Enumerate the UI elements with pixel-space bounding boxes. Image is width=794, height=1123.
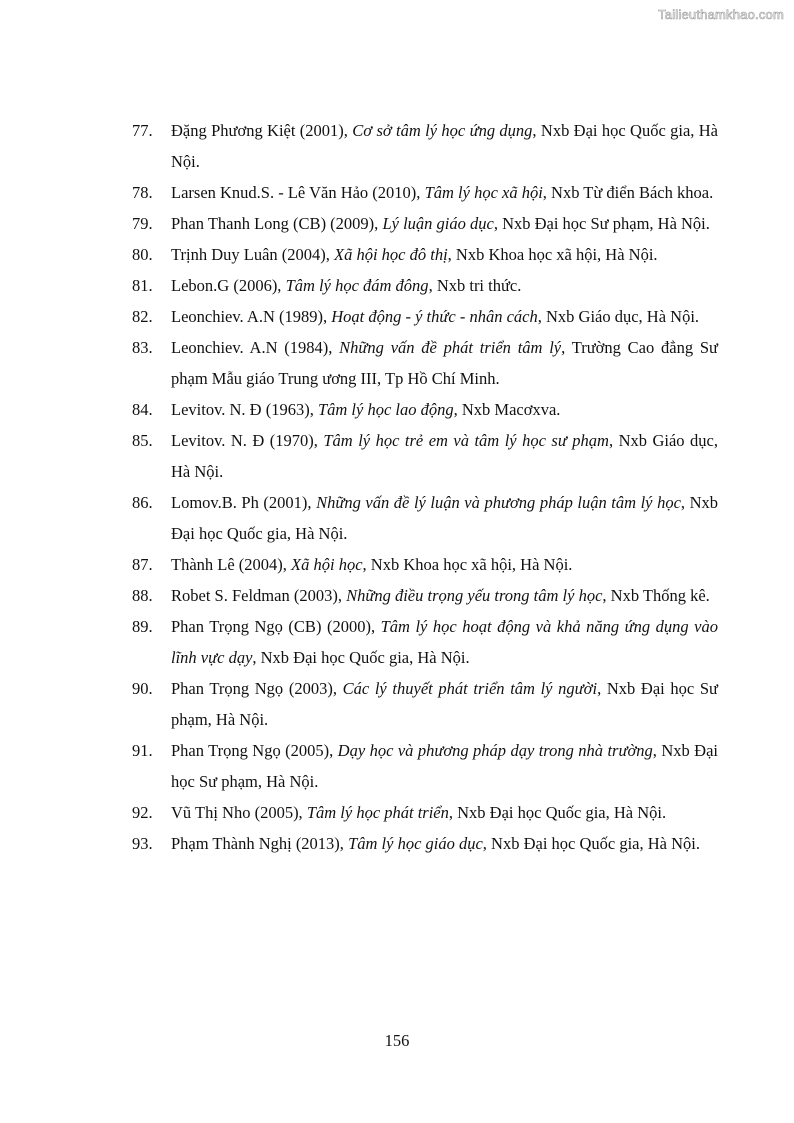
- reference-publisher: , Trường Cao đẳng Sư phạm Mẫu giáo Trung ương III, Tp Hồ Chí Minh.: [171, 338, 718, 388]
- reference-publisher: , Nxb Đại học Sư phạm, Hà Nội.: [493, 214, 710, 233]
- reference-item: [0, 735, 794, 797]
- reference-publisher: , Nxb Khoa học xã hội, Hà Nội.: [362, 555, 573, 574]
- reference-publisher: , Nxb Đại học Quốc gia, Hà Nội.: [171, 493, 719, 543]
- reference-item: [0, 797, 794, 828]
- reference-text: [171, 301, 718, 332]
- reference-number: 78.: [132, 183, 153, 202]
- reference-publisher: , Nxb Thống kê.: [602, 586, 710, 605]
- reference-title: Tâm lý học giáo dục: [348, 834, 483, 853]
- reference-title: Hoạt động - ý thức - nhân cách: [331, 307, 538, 326]
- reference-title: Tâm lý học lao động: [317, 400, 454, 419]
- reference-item: [0, 301, 794, 332]
- reference-item: [0, 425, 794, 487]
- reference-number: 81.: [132, 276, 153, 295]
- reference-number: 82.: [132, 307, 153, 326]
- reference-title: Xã hội học: [291, 555, 363, 574]
- reference-title: Tâm lý học phát triển: [306, 803, 449, 822]
- reference-title: Những vấn đề phát triển tâm lý: [339, 338, 562, 357]
- reference-number: 79.: [132, 214, 153, 233]
- reference-number: 77.: [132, 121, 153, 140]
- reference-text: [171, 239, 718, 270]
- reference-item: [0, 611, 794, 673]
- reference-text: [171, 332, 718, 394]
- reference-authors-year: Levitov. N. Đ (1970),: [171, 431, 324, 450]
- reference-authors-year: Levitov. N. Đ (1963),: [171, 400, 318, 419]
- reference-title: Xã hội học đô thị: [334, 245, 448, 264]
- reference-number: 92.: [132, 803, 153, 822]
- reference-number: 87.: [132, 555, 153, 574]
- reference-authors-year: Phan Thanh Long (CB) (2009),: [171, 214, 383, 233]
- reference-text: [171, 487, 718, 549]
- reference-publisher: , Nxb Từ điển Bách khoa.: [542, 183, 714, 202]
- reference-item: [0, 239, 794, 270]
- reference-publisher: , Nxb Macơxva.: [453, 400, 561, 419]
- reference-publisher: , Nxb Đại học Sư phạm, Hà Nội.: [171, 679, 718, 729]
- reference-item: [0, 115, 794, 177]
- reference-authors-year: Thành Lê (2004),: [171, 555, 292, 574]
- reference-item: [0, 487, 794, 549]
- reference-authors-year: Larsen Knud.S. - Lê Văn Hảo (2010),: [171, 183, 425, 202]
- reference-item: [0, 208, 794, 239]
- reference-text: [171, 828, 718, 859]
- reference-item: [0, 270, 794, 301]
- reference-text: [171, 394, 718, 425]
- reference-item: [0, 828, 794, 859]
- reference-text: [171, 270, 718, 301]
- reference-item: [0, 549, 794, 580]
- reference-number: 90.: [132, 679, 153, 698]
- reference-text: [171, 208, 718, 239]
- reference-publisher: , Nxb Khoa học xã hội, Hà Nội.: [447, 245, 658, 264]
- reference-publisher: , Nxb Giáo dục, Hà Nội.: [537, 307, 700, 326]
- reference-publisher: , Nxb Đại học Quốc gia, Hà Nội.: [482, 834, 700, 853]
- reference-authors-year: Leonchiev. A.N (1984),: [171, 338, 340, 357]
- reference-text: [171, 549, 718, 580]
- reference-publisher: , Nxb Đại học Quốc gia, Hà Nội.: [252, 648, 470, 667]
- watermark: Tailieuthamkhao.com: [658, 7, 784, 22]
- reference-text: [171, 735, 718, 797]
- reference-authors-year: Phạm Thành Nghị (2013),: [171, 834, 349, 853]
- reference-number: 86.: [132, 493, 153, 512]
- reference-authors-year: Lomov.B. Ph (2001),: [171, 493, 317, 512]
- reference-authors-year: Phan Trọng Ngọ (2003),: [171, 679, 343, 698]
- reference-number: 85.: [132, 431, 153, 450]
- reference-list: [0, 115, 794, 859]
- reference-publisher: , Nxb Đại học Quốc gia, Hà Nội.: [448, 803, 667, 822]
- reference-authors-year: Robet S. Feldman (2003),: [171, 586, 347, 605]
- page-number: 156: [384, 1031, 410, 1050]
- reference-item: [0, 673, 794, 735]
- reference-title: Tâm lý học trẻ em và tâm lý học sư phạm: [323, 431, 609, 450]
- reference-title: Các lý thuyết phát triển tâm lý người: [342, 679, 598, 698]
- reference-title: Dạy học và phương pháp dạy trong nhà trường: [337, 741, 653, 760]
- reference-publisher: , Nxb tri thức.: [428, 276, 522, 295]
- reference-number: 91.: [132, 741, 153, 760]
- reference-item: [0, 394, 794, 425]
- reference-text: [171, 797, 718, 828]
- reference-text: [171, 177, 718, 208]
- reference-text: [171, 425, 718, 487]
- reference-number: 84.: [132, 400, 153, 419]
- reference-title: Những vấn đề lý luận và phương pháp luận tâm lý học: [316, 493, 681, 512]
- reference-item: [0, 332, 794, 394]
- reference-text: [171, 673, 718, 735]
- reference-item: [0, 580, 794, 611]
- reference-title: Tâm lý học đám đông: [285, 276, 429, 295]
- reference-number: 88.: [132, 586, 153, 605]
- reference-authors-year: Trịnh Duy Luân (2004),: [171, 245, 335, 264]
- reference-authors-year: Leonchiev. A.N (1989),: [171, 307, 332, 326]
- reference-title: Cơ sở tâm lý học ứng dụng: [352, 121, 533, 140]
- reference-title: Tâm lý học hoạt động và khả năng ứng dụng vào lĩnh vực dạy: [171, 617, 718, 667]
- reference-publisher: , Nxb Đại học Quốc gia, Hà Nội.: [171, 121, 718, 171]
- reference-text: [171, 115, 718, 177]
- reference-authors-year: Lebon.G (2006),: [171, 276, 286, 295]
- reference-title: Những điều trọng yếu trong tâm lý học: [346, 586, 603, 605]
- reference-text: [171, 611, 718, 673]
- reference-title: Lý luận giáo dục: [382, 214, 494, 233]
- reference-publisher: , Nxb Đại học Sư phạm, Hà Nội.: [171, 741, 718, 791]
- reference-number: 83.: [132, 338, 153, 357]
- reference-title: Tâm lý học xã hội: [424, 183, 543, 202]
- reference-publisher: , Nxb Giáo dục, Hà Nội.: [171, 431, 718, 481]
- reference-number: 89.: [132, 617, 153, 636]
- reference-item: [0, 177, 794, 208]
- reference-number: 93.: [132, 834, 153, 853]
- reference-text: [171, 580, 718, 611]
- reference-authors-year: Vũ Thị Nho (2005),: [171, 803, 307, 822]
- reference-authors-year: Phan Trọng Ngọ (2005),: [171, 741, 338, 760]
- reference-authors-year: Đặng Phương Kiệt (2001),: [171, 121, 353, 140]
- reference-number: 80.: [132, 245, 153, 264]
- reference-authors-year: Phan Trọng Ngọ (CB) (2000),: [171, 617, 381, 636]
